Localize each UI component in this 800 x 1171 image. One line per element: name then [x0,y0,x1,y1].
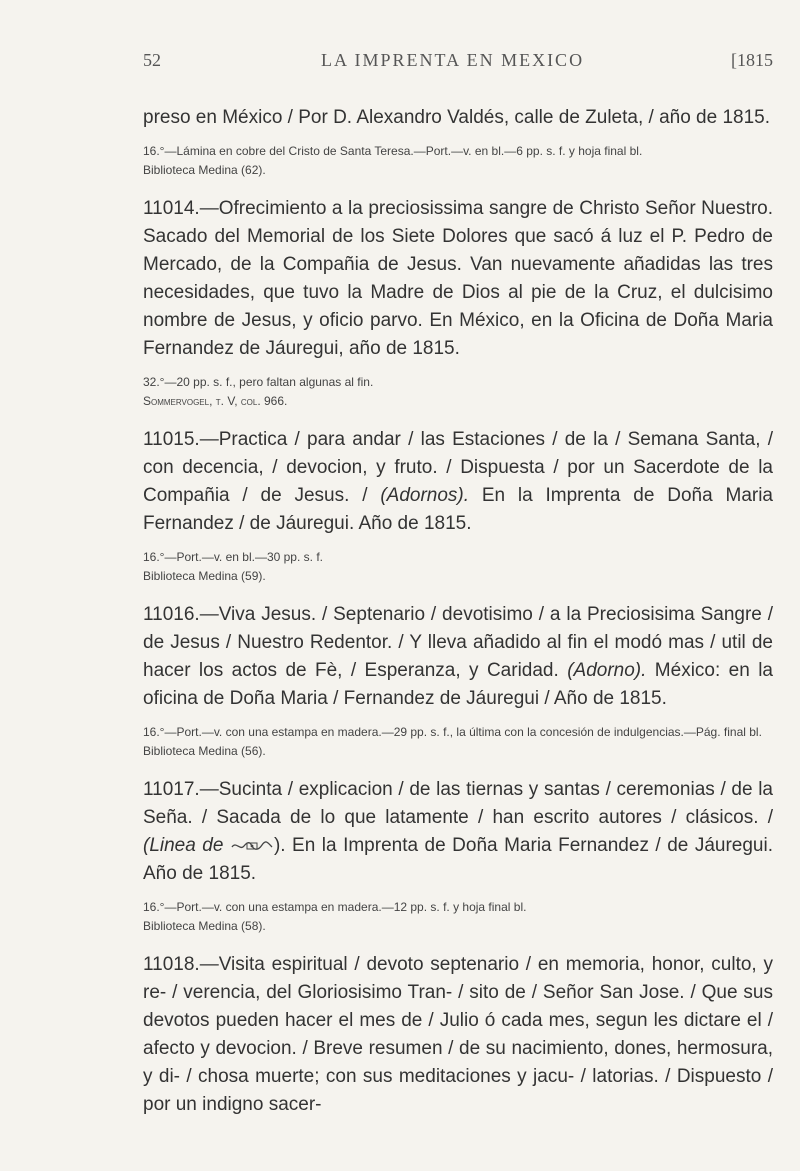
entry-text-part: 11016.—Viva Jesus. / Septenario / devotisimo / a la Preciosisima Sangre / de Jesus / Nuestro Redentor. / Y lleva añadido al fin el modó mas / util de hacer los actos de Fè, / Esperanza, y Caridad. [143,604,773,681]
page-number: 52 [143,50,161,70]
entry-text: preso en México / Por D. Alexandro Valdés, calle de Zuleta, / año de 1815. [143,107,771,128]
entry-note: 16.°—Port.—v. con una estampa en madera.—29 pp. s. f., la última con la concesión de indulgencias.—Pág. final bl. [143,725,762,739]
entry-note: Biblioteca Medina (62). [143,163,266,177]
entry-note: 16.°—Port.—v. con una estampa en madera.—12 pp. s. f. y hoja final bl. [143,900,527,914]
entry-text: 11014.—Ofrecimiento a la preciosissima sangre de Christo Señor Nuestro. Sacado del Memorial de los Siete Dolores que sacó á luz el P. Pedro de Mercado, de la Compañia de Jesus. Van nuevamente añadidas las tres necesidades, que tuvo la Madre de Dios al pie de la Cruz, el dulcisimo nombre de Jesus, y oficio parvo. En México, en la Oficina de Doña Maria Fernandez de Jáuregui, año de 1815. [143,198,773,359]
running-title: LA IMPRENTA EN MEXICO [321,50,585,70]
entry-11018 [143,951,773,1119]
entry-text-italic: (Linea de [143,835,224,856]
entry-11017 [143,776,773,935]
header-year: [1815 [731,50,773,70]
entry-11014 [143,195,773,410]
entry-text [143,776,773,888]
entry-text-part: En la Imprenta de Doña Maria Fernandez / de Jáuregui. Año de 1815. [143,485,773,534]
entry-text: 11018.—Visita espiritual / devoto septenario / en memoria, honor, culto, y re- / verencia, del Gloriosisimo Tran- / sito de / Señor San Jose. / Que sus devotos pueden hacer el mes de / Julio ó cada mes, segun les dictare el / afecto y devocion. / Breve resumen / de su nacimiento, dones, hermosura, y di- / chosa muerte; con sus meditaciones y jacu- / latorias. / Dispuesto / por un indigno sacer- [143,954,773,1115]
ornament-line-icon [230,839,274,853]
entry-text-part: 11017.—Sucinta / explicacion / de las tiernas y santas / ceremonias / de la Seña. / Sacada de lo que latamente / han escrito autores / clásicos. / [143,779,773,828]
entry-note: Biblioteca Medina (58). [143,919,266,933]
entry-text-part: México: en la oficina de Doña Maria / Fernandez de Jáuregui / Año de 1815. [143,660,773,709]
running-header [143,50,773,86]
entry-text-part: 11015.—Practica / para andar / las Estaciones / de la / Semana Santa, / con decencia, / devocion, y fruto. / Dispuesta / por un Sacerdote de la Compañia / de Jesus. / [143,429,773,506]
entry-note: 16.°—Port.—v. en bl.—30 pp. s. f. [143,550,323,564]
entry-note: Sommervogel, t. V, col. 966. [143,394,288,408]
entry-note: 16.°—Lámina en cobre del Cristo de Santa Teresa.—Port.—v. en bl.—6 pp. s. f. y hoja final bl. [143,144,643,158]
entry-11016 [143,601,773,760]
entry-text-italic: (Adorno). [567,660,647,681]
entry-text-part: ). En la Imprenta de Doña Maria Fernandez / de Jáuregui. Año de 1815. [143,835,774,884]
entry-text [143,426,773,538]
entry-11015 [143,426,773,585]
entry-text-italic: (Adornos). [380,485,470,506]
entry-continuation [143,104,773,179]
entry-note: 32.°—20 pp. s. f., pero faltan algunas al fin. [143,375,374,389]
entry-text [143,601,773,713]
page-body [143,104,773,1129]
entry-note: Biblioteca Medina (56). [143,744,266,758]
entry-note: Biblioteca Medina (59). [143,569,266,583]
